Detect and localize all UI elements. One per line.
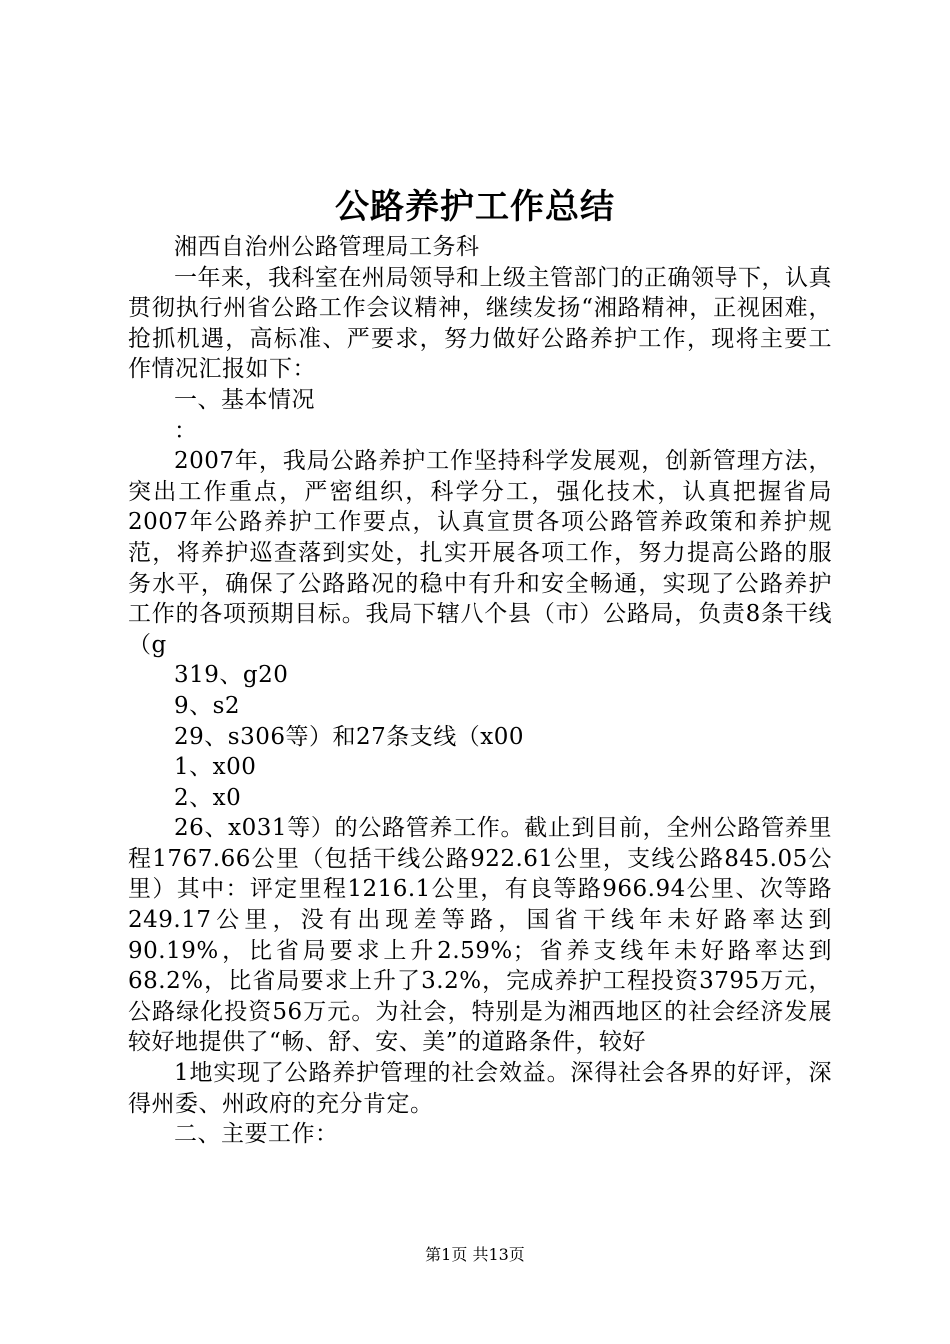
paragraph-colon: ： bbox=[174, 417, 198, 444]
paragraph-fragment: 2、x0 bbox=[174, 784, 242, 811]
document-title: 公路养护工作总结 bbox=[335, 187, 615, 227]
paragraph-mileage-statistics: 26、x031等）的公路管养工作。截止到目前，全州公路管养里程1767.66公里（包括干线公路922.61公里，支线公路845.05公里）其中：评定里程1216.1公里，有良等路966.94公里、次等路249.17公里，没有出现差等路，国省干线年未好路率达到90.19%，比省局要求上升2.59%；省养支线年未好路率达到68.2%，比省局要求上升了3.2%，完成养护工程投资3795万元，公路绿化投资56万元。为社会，特别是为湘西地区的社会经济发展较好地提供了“畅、舒、安、美”的道路条件，较好 bbox=[128, 815, 832, 1056]
paragraph-fragment: 29、s306等）和27条支线（x00 bbox=[174, 723, 524, 750]
document-body bbox=[128, 232, 832, 1150]
paragraph-fragment: 9、s2 bbox=[174, 692, 241, 719]
section-heading-main-work: 二、主要工作： bbox=[174, 1121, 339, 1148]
paragraph-fragment: 319、g20 bbox=[174, 662, 289, 689]
section-heading-basic-situation: 一、基本情况 bbox=[174, 386, 315, 413]
paragraph-fragment: 1、x00 bbox=[174, 754, 257, 781]
paragraph-intro: 一年来，我科室在州局领导和上级主管部门的正确领导下，认真贯彻执行州省公路工作会议精神，继续发扬“湘路精神，正视困难，抢抓机遇，高标准、严要求，努力做好公路养护工作，现将主要工作情况汇报如下： bbox=[128, 264, 832, 383]
paragraph-social-benefit: 1地实现了公路养护管理的社会效益。深得社会各界的好评，深得州委、州政府的充分肯定。 bbox=[128, 1060, 832, 1117]
page-footer: 第1页 共13页 bbox=[425, 1245, 525, 1264]
paragraph-department: 湘西自治州公路管理局工务科 bbox=[174, 234, 480, 260]
paragraph-2007-summary: 2007年，我局公路养护工作坚持科学发展观，创新管理方法，突出工作重点，严密组织，科学分工，强化技术，认真把握省局2007年公路养护工作要点，认真宣贯各项公路管养政策和养护规范，将养护巡查落到实处，扎实开展各项工作，努力提高公路的服务水平，确保了公路路况的稳中有升和安全畅通，实现了公路养护工作的各项预期目标。我局下辖八个县（市）公路局，负责8条干线（g bbox=[128, 448, 832, 658]
